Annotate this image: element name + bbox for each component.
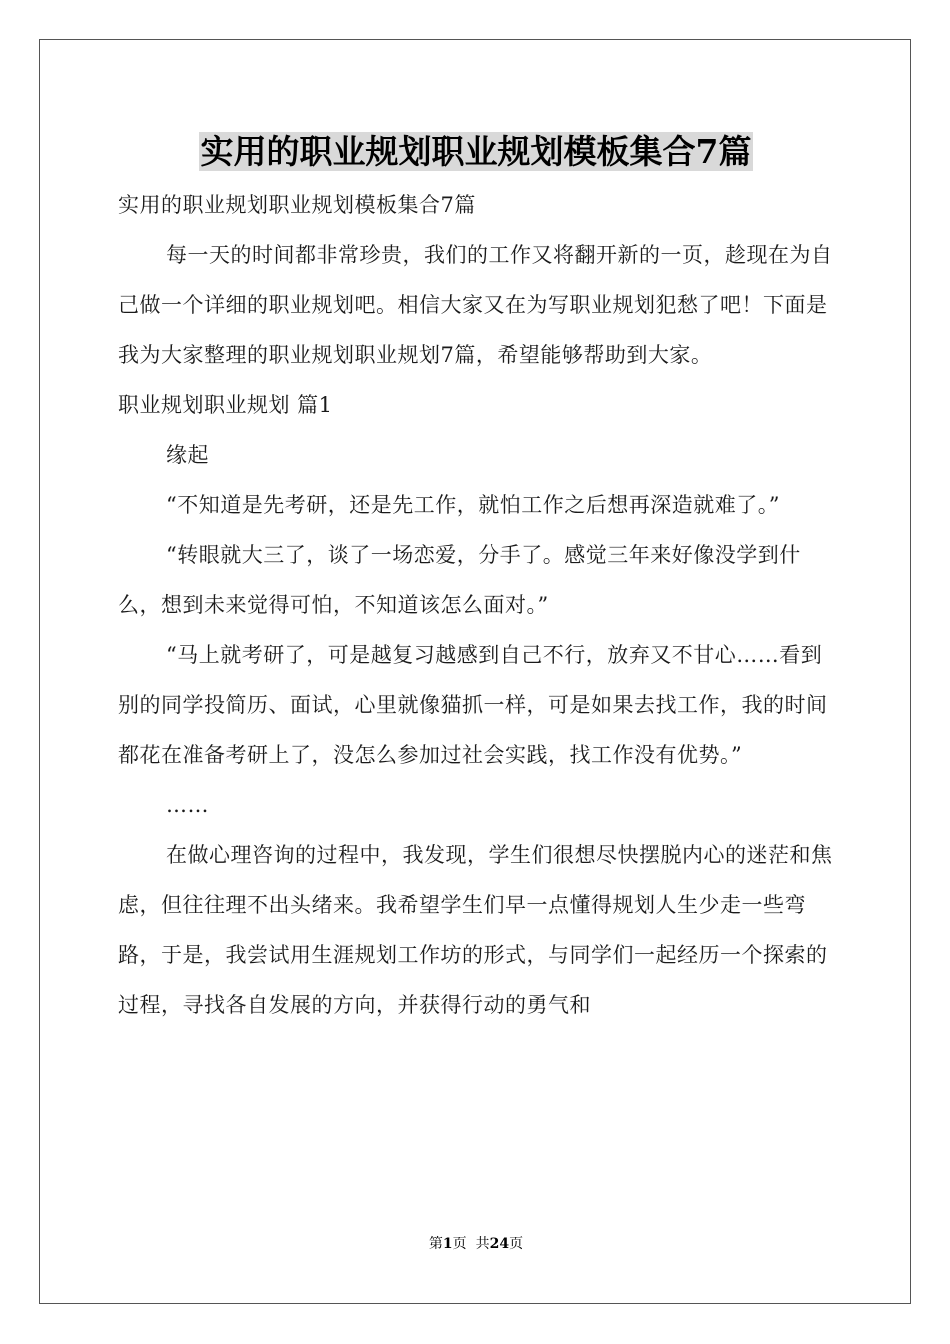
paragraph-quote-2: “转眼就大三了，谈了一场恋爱，分手了。感觉三年来好像没学到什么，想到未来觉得可怕，不知道该怎么面对。” — [118, 543, 801, 617]
document-title-text: 实用的职业规划职业规划模板集合7篇 — [200, 132, 752, 171]
footer-page-total: 24 — [489, 1236, 510, 1252]
paragraph-quote-3: “马上就考研了，可是越复习越感到自己不行，放弃又不甘心……看到别的同学投简历、面试，心里就像猫抓一样，可是如果去找工作，我的时间都花在准备考研上了，没怎么参加过社会实践，找工作没有优势。” — [118, 643, 828, 767]
footer-page-suffix: 页 — [509, 1236, 524, 1252]
page-footer — [118, 1233, 834, 1253]
page-frame — [39, 39, 911, 1304]
footer-page-prefix: 第 — [428, 1236, 443, 1252]
footer-page-mid: 页 共 — [452, 1236, 490, 1252]
paragraph-quote-1: “不知道是先考研，还是先工作，就怕工作之后想再深造就难了。” — [166, 493, 780, 517]
footer-page-current: 1 — [442, 1236, 453, 1252]
document-title — [118, 130, 834, 174]
paragraph-ellipsis: …… — [166, 793, 209, 817]
paragraph-intro: 每一天的时间都非常珍贵，我们的工作又将翻开新的一页，趁现在为自己做一个详细的职业规划吧。相信大家又在为写职业规划犯愁了吧！下面是我为大家整理的职业规划职业规划7篇，希望能够帮助到大家。 — [118, 243, 833, 367]
paragraph-counseling: 在做心理咨询的过程中，我发现，学生们很想尽快摆脱内心的迷茫和焦虑，但往往理不出头绪来。我希望学生们早一点懂得规划人生少走一些弯路，于是，我尝试用生涯规划工作坊的形式，与同学们一起经历一个探索的过程，寻找各自发展的方向，并获得行动的勇气和 — [118, 843, 833, 1017]
document-body — [118, 180, 834, 1030]
section-heading: 职业规划职业规划 篇1 — [118, 393, 333, 417]
paragraph-origin: 缘起 — [166, 443, 209, 467]
document-subtitle: 实用的职业规划职业规划模板集合7篇 — [118, 193, 476, 217]
